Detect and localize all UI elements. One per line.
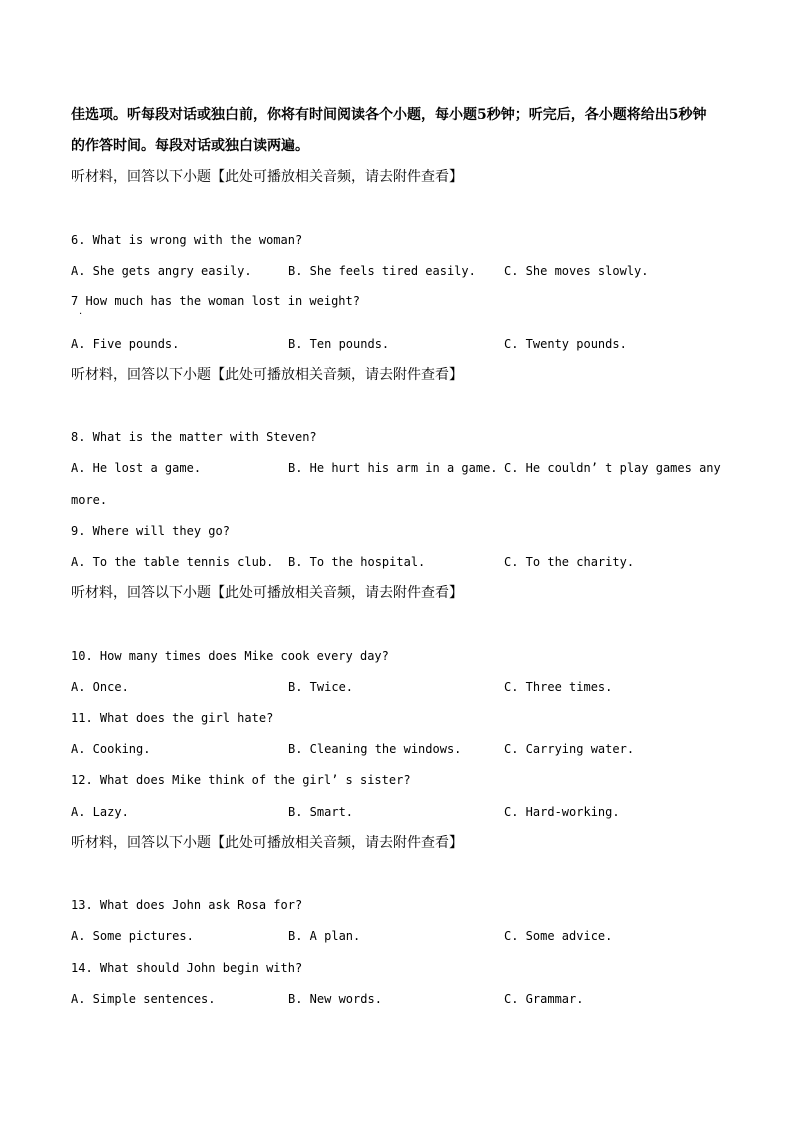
question-13-option-c: C. Some advice.: [504, 929, 613, 943]
question-8-option-c-continued: more.: [71, 493, 108, 507]
question-6-option-c: C. She moves slowly.: [504, 264, 649, 278]
question-7-dot: .: [79, 306, 83, 317]
listen-prompt-3: 听材料，回答以下小题【此处可播放相关音频，请去附件查看】: [71, 585, 463, 601]
listen-prompt-1: 听材料，回答以下小题【此处可播放相关音频，请去附件查看】: [71, 169, 463, 185]
question-12-option-c: C. Hard-working.: [504, 805, 620, 819]
question-6-option-b: B. She feels tired easily.: [288, 264, 476, 278]
question-8-stem: 8. What is the matter with Steven?: [71, 430, 317, 444]
question-12-option-b: B. Smart.: [288, 805, 354, 819]
question-11-option-b: B. Cleaning the windows.: [288, 742, 462, 756]
question-8-option-a: A. He lost a game.: [71, 461, 202, 475]
question-6-stem: 6. What is wrong with the woman?: [71, 233, 303, 247]
question-8-option-b: B. He hurt his arm in a game.: [288, 461, 498, 475]
question-7-stem: 7 How much has the woman lost in weight?: [71, 294, 360, 308]
instructions-line-2: 的作答时间。每段对话或独白读两遍。: [71, 138, 309, 154]
question-14-stem: 14. What should John begin with?: [71, 961, 303, 975]
question-13-option-a: A. Some pictures.: [71, 929, 194, 943]
question-13-option-b: B. A plan.: [288, 929, 361, 943]
question-13-stem: 13. What does John ask Rosa for?: [71, 898, 303, 912]
question-11-option-a: A. Cooking.: [71, 742, 151, 756]
question-10-option-c: C. Three times.: [504, 680, 613, 694]
question-10-stem: 10. How many times does Mike cook every day?: [71, 649, 389, 663]
question-10-option-a: A. Once.: [71, 680, 129, 694]
question-12-option-a: A. Lazy.: [71, 805, 129, 819]
question-12-stem: 12. What does Mike think of the girl’ s sister?: [71, 773, 411, 787]
question-7-option-b: B. Ten pounds.: [288, 337, 390, 351]
question-14-option-c: C. Grammar.: [504, 992, 584, 1006]
question-8-option-c: C. He couldn’ t play games any: [504, 461, 721, 475]
question-9-option-b: B. To the hospital.: [288, 555, 426, 569]
instructions-line-1: 佳选项。听每段对话或独白前，你将有时间阅读各个小题，每小题5秒钟；听完后，各小题将给出5秒钟: [71, 107, 707, 123]
question-6-option-a: A. She gets angry easily.: [71, 264, 252, 278]
listen-prompt-4: 听材料，回答以下小题【此处可播放相关音频，请去附件查看】: [71, 835, 463, 851]
question-9-option-a: A. To the table tennis club.: [71, 555, 274, 569]
question-10-option-b: B. Twice.: [288, 680, 354, 694]
question-11-stem: 11. What does the girl hate?: [71, 711, 274, 725]
question-11-option-c: C. Carrying water.: [504, 742, 635, 756]
question-7-option-a: A. Five pounds.: [71, 337, 180, 351]
listen-prompt-2: 听材料，回答以下小题【此处可播放相关音频，请去附件查看】: [71, 367, 463, 383]
question-14-option-a: A. Simple sentences.: [71, 992, 216, 1006]
question-14-option-b: B. New words.: [288, 992, 382, 1006]
question-7-option-c: C. Twenty pounds.: [504, 337, 627, 351]
question-9-option-c: C. To the charity.: [504, 555, 635, 569]
question-9-stem: 9. Where will they go?: [71, 524, 230, 538]
